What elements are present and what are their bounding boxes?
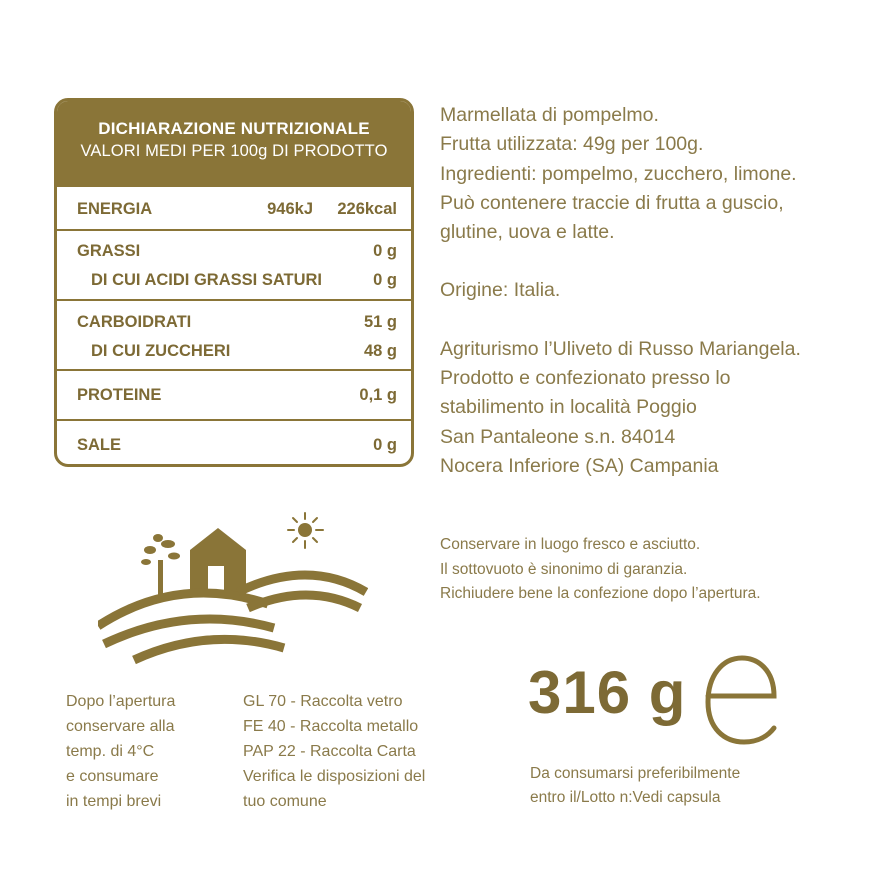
protein-value: 0,1 g [359, 386, 397, 404]
expiry-info [530, 762, 850, 810]
producer-line: Nocera Inferiore (SA) Campania [440, 454, 719, 477]
nutrition-table [54, 98, 414, 467]
energy-label: ENERGIA [77, 200, 153, 218]
producer-line: Agriturismo l’Uliveto di Russo Mariangela. [440, 337, 801, 360]
recycling-line: GL 70 - Raccolta vetro [243, 693, 403, 710]
note-line: conservare alla [66, 718, 175, 735]
after-opening-note [66, 689, 226, 814]
saturated-label: DI CUI ACIDI GRASSI SATURI [91, 271, 323, 289]
salt-value: 0 g [373, 436, 397, 454]
divider [57, 369, 411, 371]
origin-line: Origine: Italia. [440, 279, 561, 302]
recycling-line: tuo comune [243, 793, 327, 810]
carbs-value: 51 g [363, 313, 397, 331]
desc-line: Marmellata di pompelmo. [440, 104, 659, 126]
storage-line: Il sottovuoto è sinonimo di garanzia. [440, 560, 688, 578]
farm-logo-icon [98, 508, 368, 666]
recycling-info [243, 689, 473, 814]
divider [57, 229, 411, 231]
sun-icon [288, 513, 323, 548]
sugars-value: 48 g [363, 342, 397, 360]
recycling-line: Verifica le disposizioni del [243, 768, 426, 785]
divider [57, 419, 411, 421]
note-line: e consumare [66, 768, 159, 785]
olive-tree-icon [141, 534, 180, 600]
recycling-line: FE 40 - Raccolta metallo [243, 718, 419, 735]
product-description [440, 101, 860, 481]
energy-kcal: 226kcal [337, 200, 397, 218]
desc-line: Ingredienti: pompelmo, zucchero, limone. [440, 162, 797, 185]
nutrition-header [57, 101, 411, 187]
fat-value: 0 g [373, 242, 397, 260]
recycling-line: PAP 22 - Raccolta Carta [243, 743, 416, 760]
energy-kj: 946kJ [267, 200, 313, 218]
divider [57, 299, 411, 301]
saturated-value: 0 g [373, 271, 397, 289]
desc-line: Può contenere traccie di frutta a guscio, [440, 191, 784, 214]
protein-label: PROTEINE [77, 386, 162, 404]
expiry-line: Da consumarsi preferibilmente [530, 765, 741, 782]
storage-line: Richiudere bene la confezione dopo l’apertura. [440, 585, 761, 602]
carbs-label: CARBOIDRATI [77, 313, 192, 331]
expiry-line: entro il/Lotto n:Vedi capsula [530, 789, 721, 806]
desc-line: Frutta utilizzata: 49g per 100g. [440, 133, 704, 156]
desc-line: glutine, uova e latte. [440, 221, 615, 244]
net-weight: 316 g [528, 659, 687, 726]
producer-line: Prodotto e confezionato presso lo [440, 367, 731, 390]
fat-label: GRASSI [77, 242, 141, 260]
sugars-label: DI CUI ZUCCHERI [91, 342, 231, 360]
storage-line: Conservare in luogo fresco e asciutto. [440, 536, 701, 553]
salt-label: SALE [77, 436, 122, 454]
estimated-sign-icon [702, 652, 780, 748]
nutrition-subtitle: VALORI MEDI PER 100g DI PRODOTTO [80, 142, 388, 160]
nutrition-title: DICHIARAZIONE NUTRIZIONALE [98, 119, 370, 138]
note-line: Dopo l’apertura [66, 693, 176, 710]
storage-instructions [440, 533, 860, 607]
producer-line: San Pantaleone s.n. 84014 [440, 425, 676, 448]
producer-line: stabilimento in località Poggio [440, 396, 697, 419]
note-line: temp. di 4°C [66, 743, 155, 760]
note-line: in tempi brevi [66, 793, 162, 810]
